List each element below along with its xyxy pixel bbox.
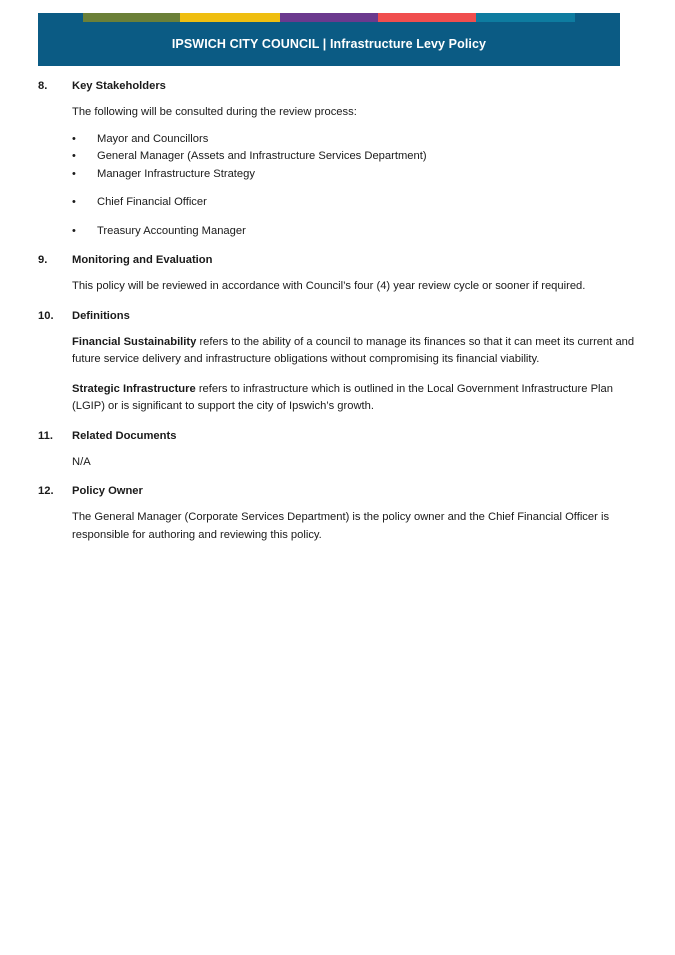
color-segment-purple [280,13,378,22]
section-title: Key Stakeholders [72,80,166,92]
definition-strategic-infrastructure [72,381,635,416]
section-9-body-block [72,278,635,296]
spacer [38,471,635,483]
spacer [38,269,635,278]
definition-term: Financial Sustainability [72,335,197,348]
list-item-label: Manager Infrastructure Strategy [97,167,255,180]
section-heading-related-documents [38,428,635,445]
list-item-label: Treasury Accounting Manager [97,224,246,237]
header-title-row [38,22,620,66]
section-number: 12. [38,485,54,497]
section-heading-definitions [38,308,635,325]
header-color-strip [38,13,620,22]
definition-body: refers to the ability of a council to manage its finances so that it can meet its current and future service delivery and infrastructure obligations without compromising its financial viability. [72,335,635,365]
definition-body: refers to infrastructure which is outlined in the Local Government Infrastructure Plan (LGIP) or is significant to support the city of Ipswich’s growth. [72,382,613,412]
spacer [38,95,635,104]
color-segment-dark-blue-end [575,13,620,22]
list-item [72,194,635,212]
bullet-icon: • [72,167,76,180]
list-item-label: General Manager (Assets and Infrastructure Services Department) [97,150,427,162]
list-item [72,131,635,149]
header-title: IPSWICH CITY COUNCIL | Infrastructure Levy Policy [171,37,487,51]
color-segment-dark-blue [38,13,83,22]
spacer [38,122,635,131]
section-number: 8. [38,80,48,92]
document-body [0,78,675,544]
color-segment-teal [476,13,575,22]
section-12-body-block [72,509,635,544]
list-item-label: Chief Financial Officer [97,196,207,208]
list-item [72,148,635,166]
list-item-label: Mayor and Councillors [97,132,209,145]
section-8-intro-block [72,104,635,122]
spacer [38,325,635,334]
spacer [38,416,635,428]
section-title: Related Documents [72,429,177,442]
section-9-paragraph: This policy will be reviewed in accordance with Council’s four (4) year review cycle or sooner if required. [72,280,586,292]
bullet-icon: • [72,132,76,145]
spacer [38,445,635,454]
section-number: 11. [38,429,53,442]
section-12-paragraph: The General Manager (Corporate Services Department) is the policy owner and the Chief Financial Officer is responsible for authoring and reviewing this policy. [72,511,610,541]
page-header-banner [38,13,620,66]
definition-financial-sustainability [72,334,635,369]
color-segment-yellow [180,13,280,22]
definition-term: Strategic Infrastructure [72,382,196,395]
section-title: Policy Owner [72,485,143,497]
section-11-body-block [72,454,635,472]
section-11-paragraph: N/A [72,455,91,468]
section-8-intro-text: The following will be consulted during the review process: [72,106,357,118]
bullet-icon: • [72,150,76,162]
spacer [72,369,635,381]
section-number: 10. [38,309,54,322]
definitions-block [72,334,635,416]
key-stakeholders-list [72,131,635,241]
section-heading-policy-owner [38,483,635,500]
color-segment-olive-green [83,13,180,22]
section-title: Monitoring and Evaluation [72,254,213,266]
section-title: Definitions [72,309,130,322]
section-number: 9. [38,254,48,266]
spacer [38,500,635,509]
bullet-icon: • [72,196,76,208]
spacer [38,296,635,308]
spacer [38,240,635,252]
section-heading-monitoring-and-evaluation [38,252,635,269]
list-item [72,223,635,241]
list-item [72,166,635,184]
section-heading-key-stakeholders [38,78,635,95]
bullet-icon: • [72,224,76,237]
color-segment-coral-red [378,13,476,22]
